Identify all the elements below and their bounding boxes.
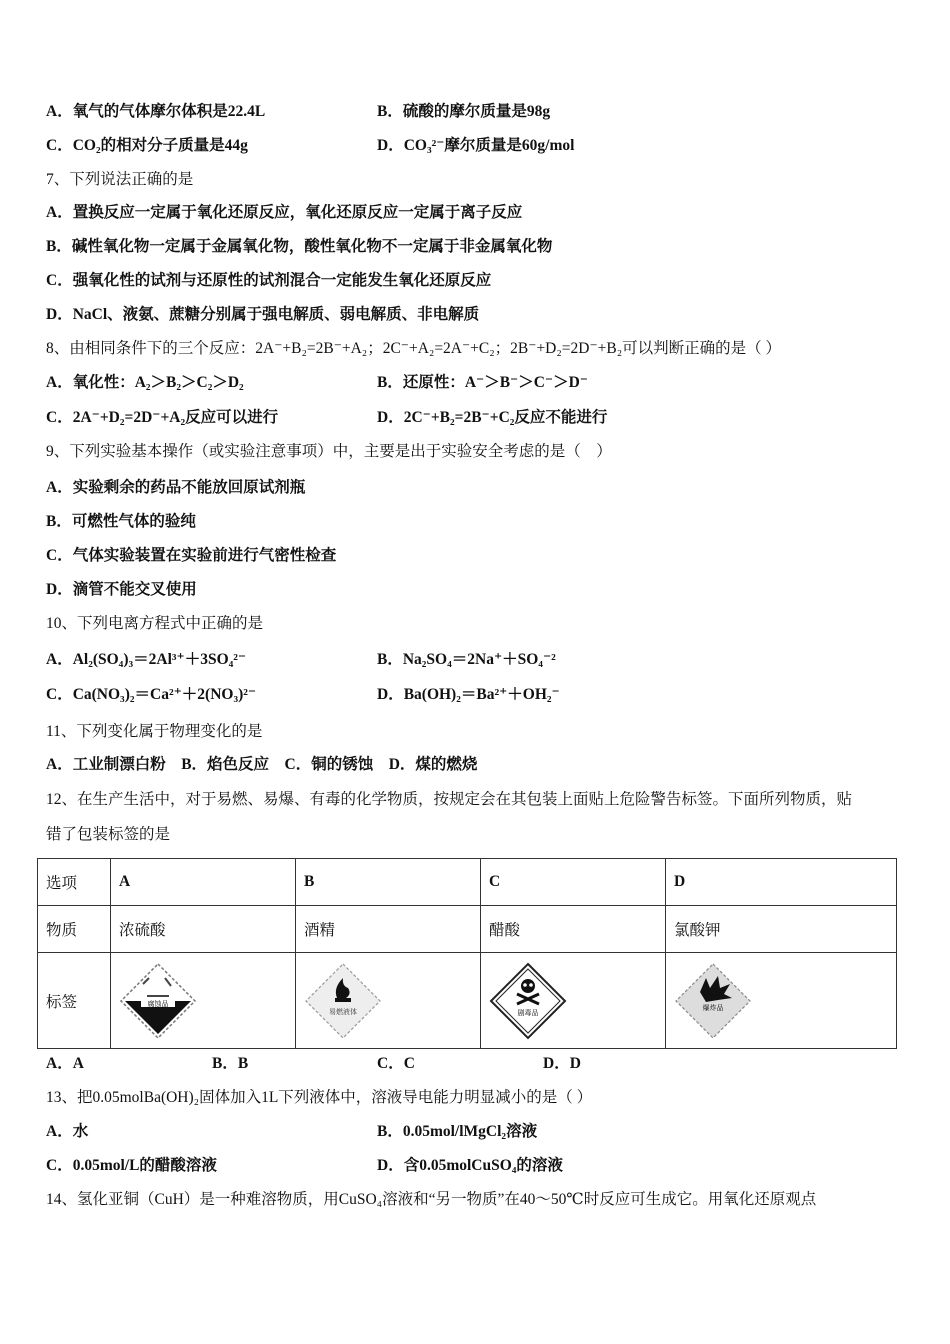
row-header-label: 标签 bbox=[38, 953, 111, 1049]
q7-stem: 7、下列说法正确的是 bbox=[46, 171, 194, 188]
q9-option-d: D．滴管不能交叉使用 bbox=[46, 581, 197, 598]
q11-stem: 11、下列变化属于物理变化的是 bbox=[46, 723, 263, 740]
row-header-option: 选项 bbox=[38, 859, 111, 906]
q14-stem: 14、氢化亚铜（CuH）是一种难溶物质，用CuSO₄溶液和“另一物质”在40～50℃时反应可生成它。用氧化还原观点 bbox=[46, 1191, 817, 1208]
q10-option-d: D．Ba(OH)₂＝Ba²⁺＋OH₂⁻ bbox=[377, 686, 560, 703]
q12-option-c: C．C bbox=[377, 1055, 415, 1072]
corrosive-label-icon bbox=[119, 962, 197, 1040]
q12-stem-line1: 12、在生产生活中，对于易燃、易爆、有毒的化学物质，按规定会在其包装上面贴上危险警告标签。下面所列物质，贴 bbox=[46, 791, 853, 808]
toxic-label-icon bbox=[489, 962, 567, 1040]
q11-options: A．工业制漂白粉 B．焰色反应 C．铜的锈蚀 D．煤的燃烧 bbox=[46, 756, 478, 773]
q7-option-b: B．碱性氧化物一定属于金属氧化物，酸性氧化物不一定属于非金属氧化物 bbox=[46, 238, 553, 255]
cell-option-a: A bbox=[111, 859, 296, 906]
q12-option-b: B．B bbox=[212, 1055, 249, 1072]
label-text-corrosive: 腐蚀品 bbox=[147, 999, 169, 1008]
row-header-substance: 物质 bbox=[38, 906, 111, 953]
q10-option-b: B．Na₂SO₄＝2Na⁺＋SO₄⁻² bbox=[377, 651, 556, 668]
q9-option-c: C．气体实验装置在实验前进行气密性检查 bbox=[46, 547, 337, 564]
q10-option-a: A．Al₂(SO₄)₃＝2Al³⁺＋3SO₄²⁻ bbox=[46, 651, 247, 668]
q6-option-d: D．CO₃²⁻摩尔质量是60g/mol bbox=[377, 137, 575, 154]
q10-stem: 10、下列电离方程式中正确的是 bbox=[46, 615, 264, 632]
label-text-toxic: 剧毒品 bbox=[517, 1008, 539, 1017]
q12-stem-line2: 错了包装标签的是 bbox=[46, 826, 171, 843]
explosive-label-icon bbox=[674, 962, 752, 1040]
q13-option-d: D．含0.05molCuSO₄的溶液 bbox=[377, 1157, 563, 1174]
cell-substance-a: 浓硫酸 bbox=[111, 906, 296, 953]
q12-option-a: A．A bbox=[46, 1055, 84, 1072]
label-text-explosive: 爆炸品 bbox=[702, 1003, 724, 1012]
q8-option-b: B．还原性：A⁻＞B⁻＞C⁻＞D⁻ bbox=[377, 374, 588, 391]
cell-label-a bbox=[111, 953, 296, 1049]
q9-option-a: A．实验剩余的药品不能放回原试剂瓶 bbox=[46, 479, 306, 496]
q7-option-c: C．强氧化性的试剂与还原性的试剂混合一定能发生氧化还原反应 bbox=[46, 272, 492, 289]
q6-option-a: A．氧气的气体摩尔体积是22.4L bbox=[46, 103, 266, 120]
cell-substance-b: 酒精 bbox=[296, 906, 481, 953]
q8-option-a: A．氧化性：A₂＞B₂＞C₂＞D₂ bbox=[46, 374, 244, 391]
q10-option-c: C．Ca(NO₃)₂＝Ca²⁺＋2(NO₃)²⁻ bbox=[46, 686, 257, 703]
cell-label-b bbox=[296, 953, 481, 1049]
q6-option-c: C．CO₂的相对分子质量是44g bbox=[46, 137, 248, 154]
q8-stem: 8、由相同条件下的三个反应：2A⁻+B₂=2B⁻+A₂；2C⁻+A₂=2A⁻+C₂；2B⁻+D₂=2D⁻+B₂可以判断正确的是（ ） bbox=[46, 340, 782, 357]
cell-label-c bbox=[481, 953, 666, 1049]
cell-option-b: B bbox=[296, 859, 481, 906]
q13-stem: 13、把0.05molBa(OH)₂固体加入1L下列液体中，溶液导电能力明显减小的是（ ） bbox=[46, 1089, 593, 1106]
q12-option-d: D．D bbox=[543, 1055, 581, 1072]
cell-option-c: C bbox=[481, 859, 666, 906]
q13-option-b: B．0.05mol/lMgCl₂溶液 bbox=[377, 1123, 538, 1140]
label-text-flammable: 易燃液体 bbox=[329, 1007, 357, 1016]
cell-label-d bbox=[666, 953, 897, 1049]
q8-option-d: D．2C⁻+B₂=2B⁻+C₂反应不能进行 bbox=[377, 409, 608, 426]
q9-stem: 9、下列实验基本操作（或实验注意事项）中，主要是出于实验安全考虑的是（ ） bbox=[46, 443, 612, 460]
cell-substance-d: 氯酸钾 bbox=[666, 906, 897, 953]
flammable-liquid-label-icon bbox=[304, 962, 382, 1040]
hazard-label-table bbox=[37, 858, 897, 1049]
q7-option-d: D．NaCl、液氨、蔗糖分别属于强电解质、弱电解质、非电解质 bbox=[46, 306, 480, 323]
q13-option-a: A．水 bbox=[46, 1123, 89, 1140]
q6-option-b: B．硫酸的摩尔质量是98g bbox=[377, 103, 551, 120]
q13-option-c: C．0.05mol/L的醋酸溶液 bbox=[46, 1157, 217, 1174]
q9-option-b: B．可燃性气体的验纯 bbox=[46, 513, 196, 530]
cell-option-d: D bbox=[666, 859, 897, 906]
q7-option-a: A．置换反应一定属于氧化还原反应，氧化还原反应一定属于离子反应 bbox=[46, 204, 523, 221]
cell-substance-c: 醋酸 bbox=[481, 906, 666, 953]
q8-option-c: C．2A⁻+D₂=2D⁻+A₂反应可以进行 bbox=[46, 409, 279, 426]
